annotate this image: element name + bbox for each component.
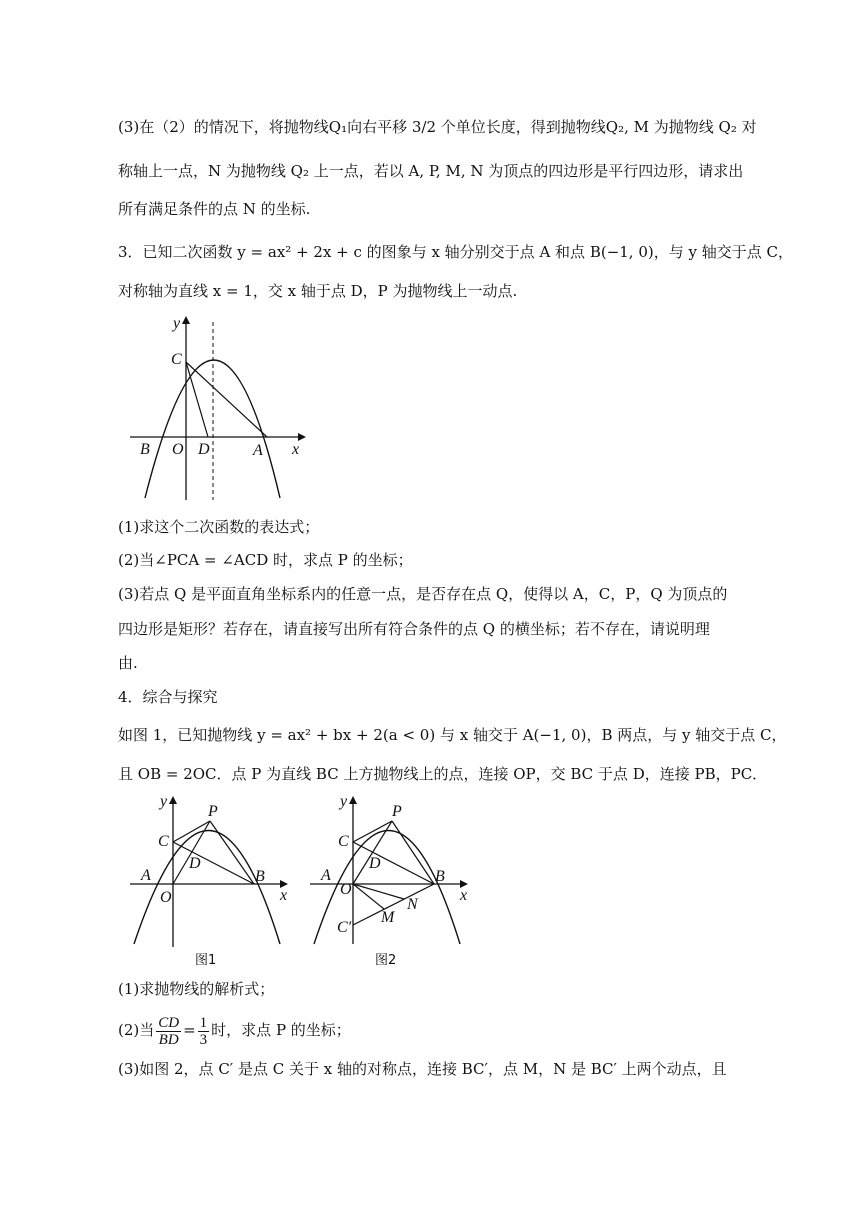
fig2-segment-CB [353, 842, 434, 884]
q3-x-arrow [298, 433, 306, 441]
fig1-label-A: A [141, 867, 151, 884]
fig2-segment-OM [353, 884, 384, 909]
q4-part2 [118, 1012, 351, 1048]
fraction-numerator-2: 1 [199, 1014, 208, 1031]
q4-title: 4．综合与探究 [118, 688, 218, 706]
fig2-y-arrow [349, 796, 357, 804]
fraction-cd-bd [156, 1015, 181, 1048]
fig2-label-B: B [435, 868, 445, 885]
fraction-denominator: BD [158, 1031, 179, 1048]
q4-figure-2 [300, 792, 480, 972]
segment-CA [186, 362, 267, 437]
q3-figure [120, 312, 320, 502]
q4-stem-line2: 且 OB = 2OC．点 P 为直线 BC 上方抛物线上的点，连接 OP，交 BC 于点 D，连接 PB，PC． [118, 765, 768, 783]
q3-part3-line1: (3)若点 Q 是平面直角坐标系内的任意一点，是否存在点 Q，使得以 A，C，P，Q 为顶点的 [118, 585, 728, 603]
fig2-segment-OP [353, 821, 392, 884]
q4-figure-1 [120, 792, 300, 972]
fig2-label-O: O [340, 881, 352, 898]
fig2-segment-ON [353, 884, 404, 899]
q3-stem-line2: 对称轴为直线 x = 1，交 x 轴于点 D，P 为抛物线上一动点. [118, 282, 518, 300]
fig2-label-y: y [340, 793, 348, 810]
fig1-label-C: C [158, 833, 169, 850]
q4-part2-suffix: 时，求点 P 的坐标； [211, 1021, 351, 1039]
segment-CD [186, 362, 208, 437]
q3-label-y: y [173, 315, 181, 332]
fig1-label-O: O [160, 889, 172, 906]
q4-part2-prefix: (2)当 [118, 1021, 155, 1039]
q4-stem-line1: 如图 1，已知抛物线 y = ax² + bx + 2(a < 0) 与 x 轴交于 A(−1, 0)，B 两点，与 y 轴交于点 C， [118, 726, 787, 744]
q3-part2: (2)当∠PCA = ∠ACD 时，求点 P 的坐标； [118, 551, 413, 569]
q3-label-A: A [253, 442, 263, 459]
fig1-parabola [134, 831, 280, 945]
fig2-label-N: N [407, 896, 418, 913]
fig1-caption: 图1 [195, 953, 217, 968]
fig2-segment-PB [392, 821, 434, 884]
fig1-y-arrow [169, 796, 177, 804]
q2-part3-line2: 称轴上一点，N 为抛物线 Q₂ 上一点，若以 A, P, M, N 为顶点的四边形是平行四边形，请求出 [118, 162, 744, 180]
q3-label-x: x [292, 441, 300, 458]
fig1-segment-PB [210, 821, 254, 884]
q3-label-B: B [140, 441, 150, 458]
fig1-label-P: P [208, 803, 218, 820]
fraction-denominator-2: 3 [199, 1031, 208, 1048]
fig2-label-C: C [338, 833, 349, 850]
fig2-parabola [314, 831, 460, 945]
q2-part3-line3: 所有满足条件的点 N 的坐标. [118, 200, 311, 218]
fig1-label-x: x [280, 887, 288, 904]
fig2-label-x: x [460, 887, 468, 904]
q3-label-C: C [171, 351, 182, 368]
fig2-label-M: M [381, 909, 395, 926]
fig2-label-A: A [321, 867, 331, 884]
q3-part3-line2: 四边形是矩形？若存在，请直接写出所有符合条件的点 Q 的横坐标；若不存在，请说明理 [118, 620, 710, 638]
fig1-label-D: D [189, 855, 201, 872]
q4-part1: (1)求抛物线的解析式； [118, 980, 275, 998]
fig1-label-y: y [160, 793, 168, 810]
q3-label-O: O [172, 441, 184, 458]
fig2-caption: 图2 [375, 953, 397, 968]
fig2-label-Cprime: C′ [337, 919, 352, 936]
q3-y-arrow [182, 316, 190, 324]
fig1-label-B: B [255, 868, 265, 885]
q3-label-D: D [198, 441, 210, 458]
fig1-segment-OP [173, 821, 210, 884]
q3-part1: (1)求这个二次函数的表达式； [118, 518, 320, 536]
q2-part3-line1: (3)在（2）的情况下，将抛物线Q₁向右平移 3/2 个单位长度，得到抛物线Q₂, M 为抛物线 Q₂ 对 [118, 118, 757, 136]
fig2-label-D: D [369, 855, 381, 872]
q4-part3-line1: (3)如图 2，点 C′ 是点 C 关于 x 轴的对称点，连接 BC′，点 M，N 是 BC′ 上两个动点，且 [118, 1060, 727, 1078]
fraction-one-third [198, 1015, 210, 1048]
q3-stem-line1: 3．已知二次函数 y = ax² + 2x + c 的图象与 x 轴分别交于点 A 和点 B(−1, 0)，与 y 轴交于点 C， [118, 243, 793, 261]
equals-sign: = [183, 1021, 196, 1039]
fig2-label-P: P [392, 803, 402, 820]
q3-part3-line3: 由. [118, 654, 138, 672]
fraction-numerator: CD [158, 1014, 180, 1031]
